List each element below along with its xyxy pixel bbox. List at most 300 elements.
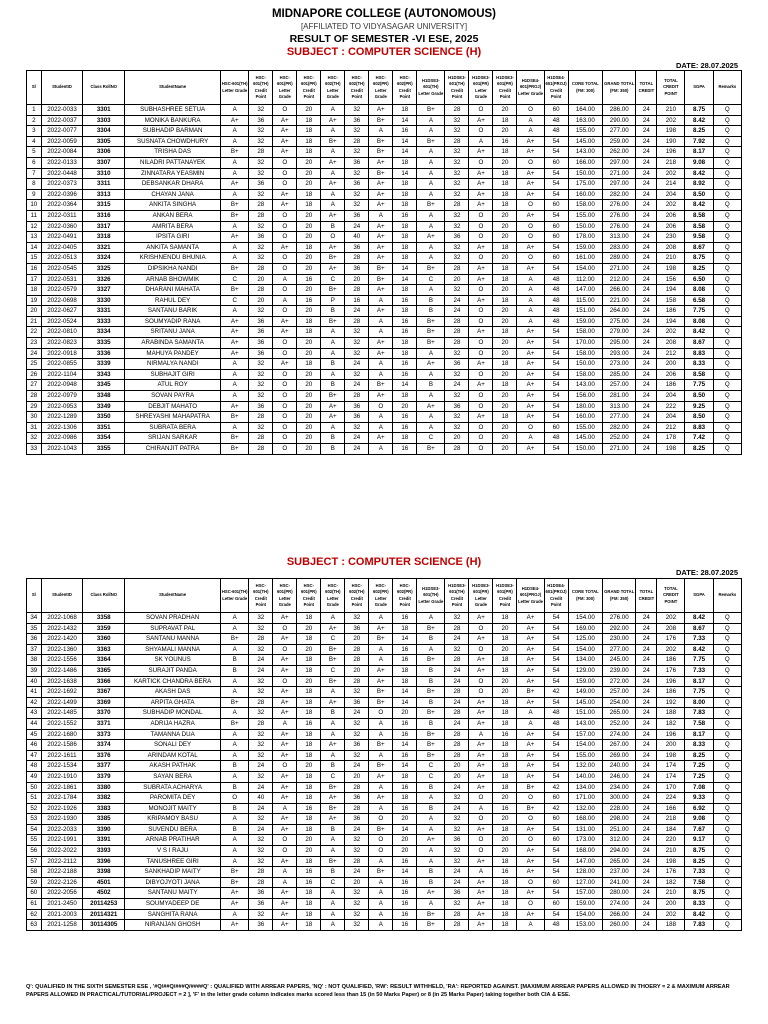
- column-header: CORE TOTAL (FM: 300): [568, 579, 602, 613]
- column-header: SGPA: [685, 579, 713, 613]
- table-cell: 28: [445, 444, 469, 455]
- table-cell: Q: [713, 232, 741, 243]
- table-cell: A+: [273, 200, 297, 211]
- table-cell: 20: [393, 814, 417, 825]
- table-cell: 24: [636, 718, 657, 729]
- table-cell: 32: [345, 105, 369, 116]
- table-cell: 24: [636, 644, 657, 655]
- table-cell: 20: [493, 253, 517, 264]
- table-cell: A+: [517, 136, 544, 147]
- table-cell: A: [417, 856, 445, 867]
- table-cell: DIPSIKHA NANDI: [125, 263, 221, 274]
- table-cell: 20: [493, 433, 517, 444]
- table-cell: 24: [636, 782, 657, 793]
- table-row: [27, 803, 742, 814]
- table-cell: 28: [445, 623, 469, 634]
- column-header: StudentID: [41, 579, 83, 613]
- table-cell: B: [321, 306, 345, 317]
- table-cell: 3355: [83, 444, 125, 455]
- table-cell: 24: [636, 687, 657, 698]
- table-cell: 24: [445, 782, 469, 793]
- table-cell: 14: [393, 263, 417, 274]
- table-cell: 8.83: [685, 348, 713, 359]
- table-cell: 143.00: [568, 718, 602, 729]
- table-cell: A: [369, 422, 393, 433]
- table-cell: A: [221, 613, 249, 624]
- table-cell: 277.00: [603, 644, 636, 655]
- table-cell: 271.00: [603, 263, 636, 274]
- table-cell: O: [469, 157, 493, 168]
- table-cell: 157.00: [568, 729, 602, 740]
- table-cell: 18: [297, 126, 321, 137]
- table-cell: Q: [713, 665, 741, 676]
- table-cell: Q: [713, 623, 741, 634]
- table-cell: A+: [273, 665, 297, 676]
- table-cell: 8.42: [685, 909, 713, 920]
- table-cell: O: [517, 422, 544, 433]
- table-cell: 20: [297, 253, 321, 264]
- table-cell: 40: [249, 793, 273, 804]
- table-cell: A+: [517, 729, 544, 740]
- table-cell: 2022-2188: [41, 867, 83, 878]
- table-cell: B: [417, 306, 445, 317]
- table-cell: A+: [417, 359, 445, 370]
- table-cell: A+: [273, 708, 297, 719]
- table-cell: 24: [636, 824, 657, 835]
- table-cell: A: [221, 359, 249, 370]
- table-cell: 163.00: [568, 115, 602, 126]
- table-cell: B: [321, 708, 345, 719]
- table-cell: B+: [321, 253, 345, 264]
- table-cell: A: [517, 920, 544, 931]
- table-cell: B+: [417, 316, 445, 327]
- column-header: Class RollNO: [83, 71, 125, 105]
- table-cell: 145.00: [568, 433, 602, 444]
- table-cell: 19: [27, 295, 42, 306]
- table-cell: C: [417, 274, 445, 285]
- table-cell: A: [321, 126, 345, 137]
- table-cell: A: [221, 380, 249, 391]
- table-cell: 24: [636, 697, 657, 708]
- table-cell: 266.00: [603, 285, 636, 296]
- table-cell: B+: [221, 210, 249, 221]
- table-cell: 28: [249, 263, 273, 274]
- table-cell: 2022-1680: [41, 729, 83, 740]
- table-cell: 54: [544, 846, 568, 857]
- table-cell: 32: [249, 221, 273, 232]
- table-cell: B: [321, 867, 345, 878]
- table-cell: 14: [393, 147, 417, 158]
- table-cell: 32: [345, 422, 369, 433]
- table-cell: 18: [297, 856, 321, 867]
- table-cell: NIRMALYA NANDI: [125, 359, 221, 370]
- table-cell: A+: [321, 793, 345, 804]
- table-cell: 3358: [83, 613, 125, 624]
- table-cell: 24: [636, 740, 657, 751]
- table-cell: 54: [544, 189, 568, 200]
- table-cell: 60: [544, 814, 568, 825]
- table-cell: Q: [713, 327, 741, 338]
- table-cell: 20: [445, 433, 469, 444]
- column-header: HSC-601(PR) Credit Point: [297, 579, 321, 613]
- table-cell: O: [273, 221, 297, 232]
- table-cell: A: [369, 729, 393, 740]
- column-header: HSC-601(PR) Letter Grade: [273, 579, 297, 613]
- table-cell: 40: [345, 232, 369, 243]
- table-cell: 36: [249, 316, 273, 327]
- table-cell: 259.00: [603, 136, 636, 147]
- table-cell: A+: [273, 316, 297, 327]
- table-cell: A+: [417, 835, 445, 846]
- table-cell: 155.00: [568, 210, 602, 221]
- table-cell: O: [273, 168, 297, 179]
- table-cell: 20114321: [83, 909, 125, 920]
- table-cell: Q: [713, 221, 741, 232]
- table-cell: O: [221, 793, 249, 804]
- table-cell: 28: [445, 750, 469, 761]
- table-row: [27, 210, 742, 221]
- table-cell: 32: [445, 221, 469, 232]
- table-cell: 16: [345, 295, 369, 306]
- table-cell: 3317: [83, 221, 125, 232]
- table-cell: 2022-1692: [41, 687, 83, 698]
- table-cell: 2022-1043: [41, 444, 83, 455]
- table-cell: C: [321, 634, 345, 645]
- table-cell: O: [469, 348, 493, 359]
- table-cell: A+: [273, 729, 297, 740]
- table-cell: 18: [297, 687, 321, 698]
- table-cell: B+: [369, 274, 393, 285]
- table-cell: 18: [297, 359, 321, 370]
- table-cell: 18: [297, 771, 321, 782]
- table-cell: 32: [345, 835, 369, 846]
- table-cell: 294.00: [603, 846, 636, 857]
- table-cell: A+: [369, 348, 393, 359]
- table-cell: TAMANNA DUA: [125, 729, 221, 740]
- column-header: HSC-601(TH) Credit Point: [249, 71, 273, 105]
- table-cell: 28: [249, 697, 273, 708]
- table-cell: 18: [297, 729, 321, 740]
- table-cell: 8.50: [685, 391, 713, 402]
- table-cell: 24: [636, 338, 657, 349]
- table-cell: 186: [657, 687, 685, 698]
- table-cell: 204: [657, 391, 685, 402]
- table-cell: 20: [297, 846, 321, 857]
- table-cell: 20: [297, 221, 321, 232]
- table-cell: A+: [321, 412, 345, 423]
- table-cell: B+: [369, 740, 393, 751]
- table-cell: Q: [713, 338, 741, 349]
- column-header: HSC-602(TH) Letter Grade: [321, 71, 345, 105]
- table-cell: 20: [249, 295, 273, 306]
- table-cell: 8.25: [685, 444, 713, 455]
- table-row: [27, 729, 742, 740]
- table-cell: 2022-0918: [41, 348, 83, 359]
- table-cell: 54: [544, 444, 568, 455]
- table-cell: 3351: [83, 422, 125, 433]
- table-cell: 3326: [83, 274, 125, 285]
- table-cell: 3359: [83, 623, 125, 634]
- table-cell: 14: [393, 867, 417, 878]
- table-cell: Q: [713, 105, 741, 116]
- table-cell: 54: [544, 909, 568, 920]
- table-cell: A+: [273, 697, 297, 708]
- table-cell: 2022-1360: [41, 644, 83, 655]
- table-cell: A: [369, 803, 393, 814]
- table-cell: 7.25: [685, 771, 713, 782]
- table-row: [27, 359, 742, 370]
- table-cell: KARTICK CHANDRA BERA: [125, 676, 221, 687]
- table-cell: 24: [345, 221, 369, 232]
- table-cell: 24: [636, 771, 657, 782]
- table-cell: 3364: [83, 655, 125, 666]
- table-cell: O: [469, 232, 493, 243]
- table-cell: 202: [657, 909, 685, 920]
- table-cell: 2022-0448: [41, 168, 83, 179]
- table-cell: B+: [517, 782, 544, 793]
- table-cell: 24: [445, 306, 469, 317]
- table-cell: 210: [657, 888, 685, 899]
- table-cell: 134.00: [568, 655, 602, 666]
- table-cell: 208: [657, 623, 685, 634]
- table-cell: 48: [544, 316, 568, 327]
- table-cell: A+: [469, 708, 493, 719]
- table-cell: 260.00: [603, 920, 636, 931]
- table-cell: A+: [321, 242, 345, 253]
- table-cell: O: [469, 846, 493, 857]
- table-cell: 20: [297, 676, 321, 687]
- table-cell: A+: [221, 348, 249, 359]
- table-cell: 7: [27, 168, 42, 179]
- table-cell: 20: [297, 338, 321, 349]
- table-cell: A+: [273, 888, 297, 899]
- table-cell: 18: [493, 750, 517, 761]
- table-cell: 24: [636, 708, 657, 719]
- table-cell: O: [469, 285, 493, 296]
- table-cell: 36: [249, 348, 273, 359]
- table-cell: A+: [469, 909, 493, 920]
- table-cell: 8.17: [685, 676, 713, 687]
- table-cell: 7.75: [685, 380, 713, 391]
- table-cell: A+: [469, 740, 493, 751]
- table-cell: 18: [493, 771, 517, 782]
- table-cell: 2022-1861: [41, 782, 83, 793]
- table-cell: 36: [445, 888, 469, 899]
- table-cell: 18: [493, 665, 517, 676]
- table-cell: 57: [27, 856, 42, 867]
- table-cell: 20: [493, 285, 517, 296]
- table-row: [27, 263, 742, 274]
- table-cell: 60: [544, 200, 568, 211]
- table-cell: 54: [544, 740, 568, 751]
- table-cell: 20: [393, 708, 417, 719]
- table-cell: 257.00: [603, 687, 636, 698]
- table-cell: 36: [345, 115, 369, 126]
- table-cell: 28: [345, 676, 369, 687]
- table-cell: 3315: [83, 200, 125, 211]
- table-cell: 24: [445, 803, 469, 814]
- table-cell: 24: [636, 433, 657, 444]
- table-cell: 32: [249, 168, 273, 179]
- table-cell: 34: [27, 613, 42, 624]
- table-cell: 32: [345, 189, 369, 200]
- table-cell: 20: [393, 846, 417, 857]
- table-cell: O: [273, 401, 297, 412]
- legend-note: Q': QUALIFIED IN THE SIXTH SEMESTER ESE , '#Q/##Q/###Q/####Q' : QUALIFIED WITH ARREAR PAPERS, 'NQ' : NOT QUALIFIED, 'RW': RESULT WITHHELD, 'RA': REPORTED AGAINST. [MAXIMUM ARREAR PAPERS ALLOWED IN THOERY = 2 & MAXIMUM ARREAR PAPERS ALLOWED IN PRACTICAL/TUTORIAL/PROJECT = 2 ], 'F' in the letter grade column indicates marks scored less than 15 (in 50 Marks Paper) or 8 (in 25 Marks Paper) taking together both CIA & ESE.: [26, 984, 730, 998]
- table-cell: O: [469, 306, 493, 317]
- table-cell: Q: [713, 888, 741, 899]
- table-cell: A+: [469, 359, 493, 370]
- table-cell: A: [369, 920, 393, 931]
- table-cell: O: [517, 232, 544, 243]
- table-cell: O: [273, 263, 297, 274]
- table-cell: 3366: [83, 676, 125, 687]
- table-cell: 36: [249, 338, 273, 349]
- table-cell: 2022-2056: [41, 888, 83, 899]
- table-cell: 20: [297, 210, 321, 221]
- table-cell: Q: [713, 422, 741, 433]
- table-cell: 2022-2022: [41, 846, 83, 857]
- table-cell: A: [417, 348, 445, 359]
- table-cell: A+: [273, 634, 297, 645]
- table-cell: A: [369, 856, 393, 867]
- table-cell: 32: [445, 179, 469, 190]
- table-cell: B+: [221, 718, 249, 729]
- table-cell: A+: [517, 263, 544, 274]
- table-cell: 2022-0948: [41, 380, 83, 391]
- table-cell: 36: [345, 157, 369, 168]
- table-cell: 2022-1926: [41, 803, 83, 814]
- table-cell: O: [469, 422, 493, 433]
- table-cell: A: [221, 253, 249, 264]
- column-header: TOTAL CREDIT POINT: [657, 71, 685, 105]
- table-cell: 20: [297, 444, 321, 455]
- table-cell: 3330: [83, 295, 125, 306]
- table-cell: 53: [27, 814, 42, 825]
- table-cell: 36: [249, 327, 273, 338]
- table-cell: 32: [345, 718, 369, 729]
- table-cell: 208: [657, 338, 685, 349]
- table-cell: 24: [636, 899, 657, 910]
- table-cell: 28: [27, 391, 42, 402]
- table-cell: ARABINDA SAMANTA: [125, 338, 221, 349]
- table-cell: 2021-1258: [41, 920, 83, 931]
- table-cell: A+: [321, 740, 345, 751]
- table-cell: A+: [417, 401, 445, 412]
- table-cell: 125.00: [568, 634, 602, 645]
- table-cell: A+: [369, 200, 393, 211]
- table-cell: A: [221, 750, 249, 761]
- table-cell: A+: [221, 888, 249, 899]
- table-cell: 155.00: [568, 126, 602, 137]
- table-cell: 8.67: [685, 623, 713, 634]
- table-cell: 32: [445, 899, 469, 910]
- table-cell: O: [517, 793, 544, 804]
- table-cell: O: [517, 835, 544, 846]
- table-cell: 18: [297, 115, 321, 126]
- table-cell: 14: [393, 761, 417, 772]
- table-cell: A+: [517, 179, 544, 190]
- table-cell: 54: [544, 634, 568, 645]
- table-cell: A+: [321, 623, 345, 634]
- table-row: [27, 856, 742, 867]
- table-cell: O: [273, 644, 297, 655]
- table-cell: 24: [636, 856, 657, 867]
- table-cell: B+: [417, 263, 445, 274]
- table-cell: A: [369, 613, 393, 624]
- table-cell: 54: [544, 359, 568, 370]
- table-cell: A+: [273, 750, 297, 761]
- table-cell: 2021-2450: [41, 899, 83, 910]
- table-cell: 25: [27, 359, 42, 370]
- table-cell: B: [417, 665, 445, 676]
- table-cell: SUSNATA CHOWDHURY: [125, 136, 221, 147]
- table-cell: A: [221, 729, 249, 740]
- table-cell: 7.75: [685, 687, 713, 698]
- table-cell: 2022-1534: [41, 761, 83, 772]
- table-row: [27, 920, 742, 931]
- table-cell: 176: [657, 665, 685, 676]
- table-cell: 37: [27, 644, 42, 655]
- table-cell: 18: [493, 824, 517, 835]
- table-cell: O: [469, 401, 493, 412]
- column-header: H1DSE3-601(PR) Credit Point: [493, 579, 517, 613]
- table-cell: 36: [345, 401, 369, 412]
- table-cell: O: [273, 348, 297, 359]
- table-cell: 9.08: [685, 814, 713, 825]
- table-cell: A: [469, 136, 493, 147]
- table-cell: 2022-1068: [41, 613, 83, 624]
- table-cell: 2022-0360: [41, 221, 83, 232]
- table-cell: 161.00: [568, 253, 602, 264]
- table-cell: SUBHADIP MONDAL: [125, 708, 221, 719]
- table-cell: 60: [544, 899, 568, 910]
- table-cell: C: [221, 274, 249, 285]
- table-cell: 2022-0810: [41, 327, 83, 338]
- table-cell: 3349: [83, 401, 125, 412]
- table-cell: 24: [445, 676, 469, 687]
- table-cell: 24: [636, 665, 657, 676]
- table-cell: 36: [249, 115, 273, 126]
- table-cell: 2022-0627: [41, 306, 83, 317]
- table-cell: 54: [544, 856, 568, 867]
- table-cell: 32: [445, 846, 469, 857]
- table-cell: 33: [27, 444, 42, 455]
- table-cell: 24: [636, 877, 657, 888]
- table-cell: C: [321, 877, 345, 888]
- table-cell: 54: [544, 210, 568, 221]
- college-name: MIDNAPORE COLLEGE (AUTONOMOUS): [271, 8, 497, 20]
- table-cell: 42: [544, 687, 568, 698]
- table-cell: 24: [345, 433, 369, 444]
- table-cell: 28: [249, 412, 273, 423]
- table-cell: 293.00: [603, 348, 636, 359]
- table-cell: 32: [249, 814, 273, 825]
- table-cell: A: [417, 824, 445, 835]
- table-cell: A+: [469, 761, 493, 772]
- table-cell: 2022-1432: [41, 623, 83, 634]
- table-cell: 192: [657, 697, 685, 708]
- table-cell: 24: [636, 327, 657, 338]
- table-cell: 2022-1991: [41, 835, 83, 846]
- table-cell: A+: [369, 253, 393, 264]
- table-cell: O: [469, 676, 493, 687]
- table-cell: 16: [493, 867, 517, 878]
- table-cell: SANGHITA RANA: [125, 909, 221, 920]
- table-cell: Q: [713, 740, 741, 751]
- table-cell: 3336: [83, 348, 125, 359]
- table-cell: 8.42: [685, 115, 713, 126]
